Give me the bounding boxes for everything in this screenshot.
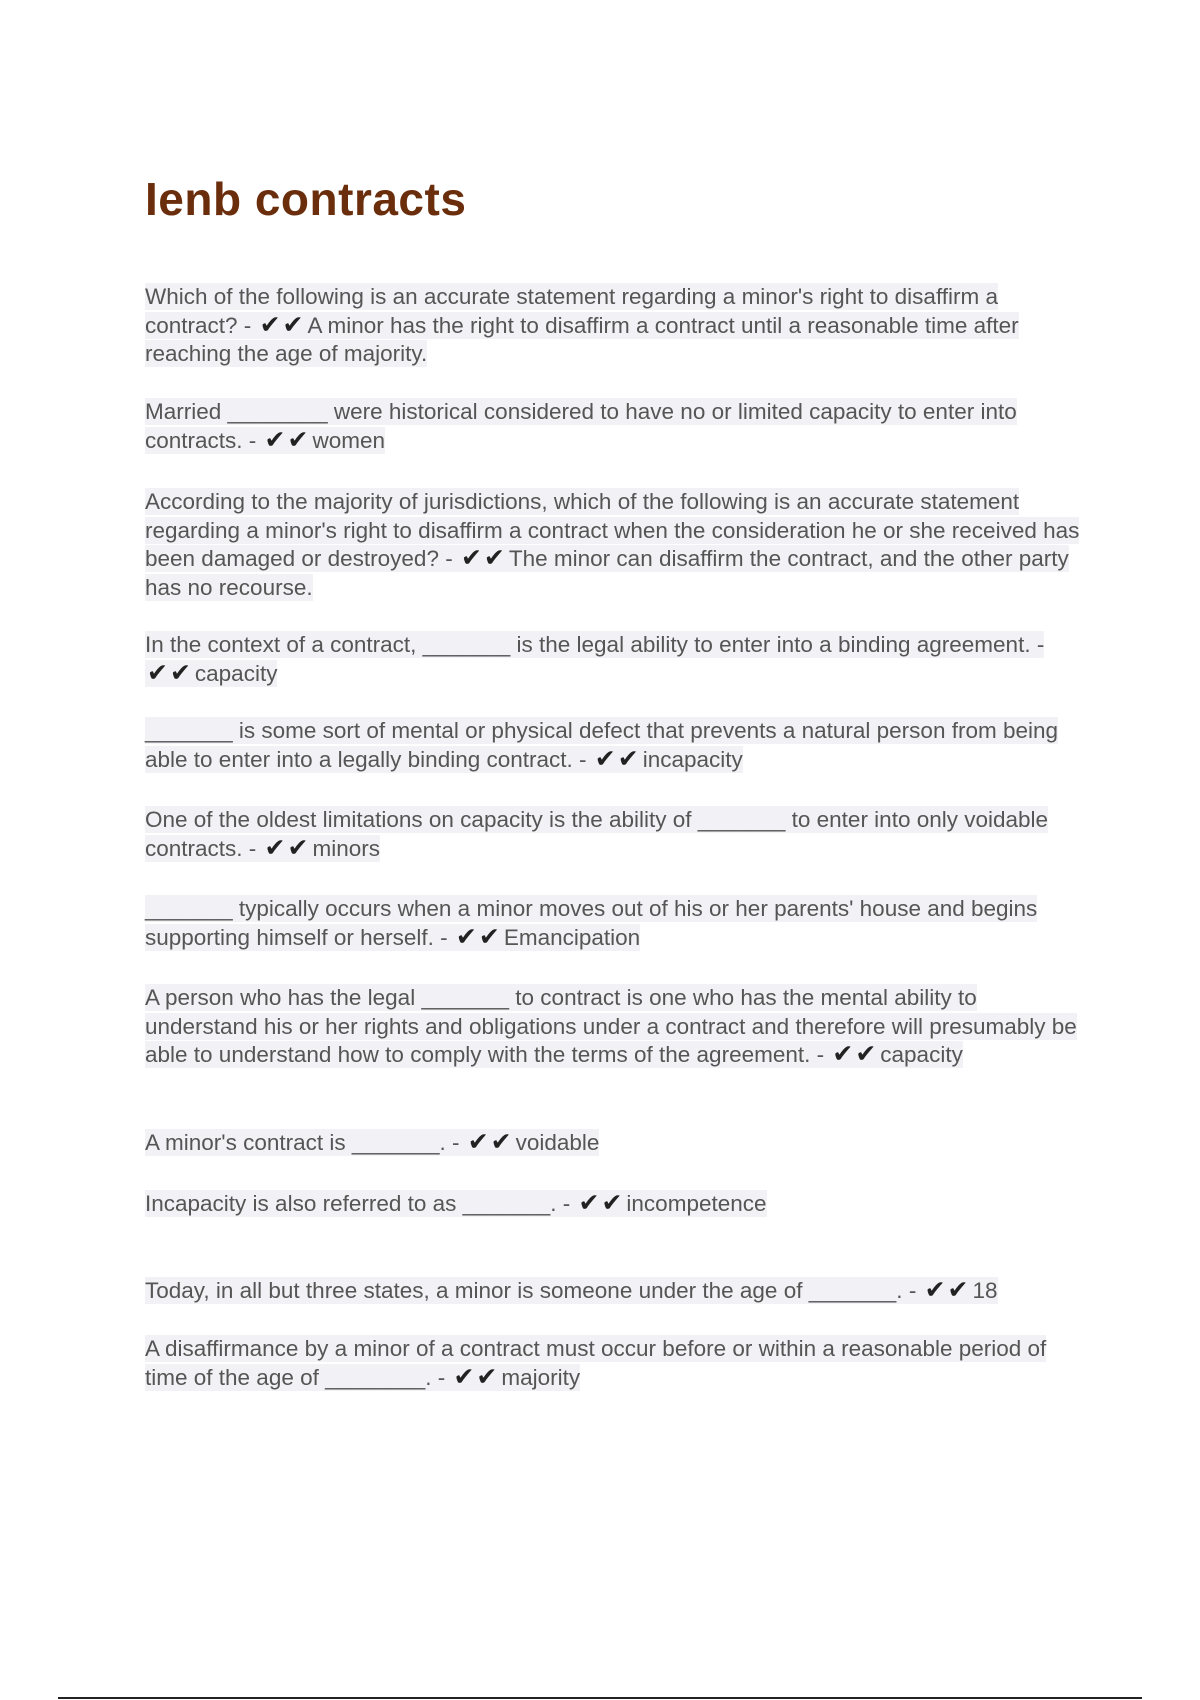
question-text: Which of the following is an accurate statement regarding a minor's right to disaffirm a contract? - — [145, 284, 999, 338]
question-text: A minor's contract is _______. - — [145, 1130, 460, 1155]
double-checkmark-icon: ✔✔ — [832, 1040, 879, 1068]
double-checkmark-icon: ✔✔ — [453, 1362, 500, 1391]
qa-item-5 — [145, 717, 1090, 774]
question-text: Incapacity is also referred to as _______. - — [145, 1191, 571, 1216]
qa-item-2 — [145, 398, 1090, 455]
question-text: One of the oldest limitations on capacity is the ability of _______ to enter into only voidable contracts. - — [145, 807, 1049, 861]
answer-text: voidable — [515, 1130, 600, 1155]
qa-item-1 — [145, 283, 1090, 369]
qa-item-6 — [145, 806, 1090, 863]
qa-item-12 — [145, 1335, 1090, 1392]
answer-text: incapacity — [642, 746, 743, 772]
answer-text: 18 — [972, 1278, 998, 1303]
answer-text: A minor has the right to disaffirm a contract until a reasonable time after reaching the age of majority. — [145, 312, 1019, 366]
double-checkmark-icon: ✔✔ — [147, 658, 193, 687]
question-text: A person who has the legal _______ to contract is one who has the mental ability to understand his or her rights and obligations under a contract and therefore will presumably be able to understand how to comply with the terms of the agreement. - — [145, 985, 1077, 1067]
qa-item-8 — [145, 984, 1090, 1070]
question-text: _______ typically occurs when a minor moves out of his or her parents' house and begins supporting himself or herself. - — [145, 896, 1038, 950]
double-checkmark-icon: ✔✔ — [594, 744, 641, 773]
double-checkmark-icon: ✔✔ — [578, 1189, 625, 1217]
double-checkmark-icon: ✔✔ — [259, 310, 306, 339]
double-checkmark-icon: ✔✔ — [264, 833, 311, 862]
double-checkmark-icon: ✔✔ — [264, 425, 311, 454]
question-text: _______ is some sort of mental or physical defect that prevents a natural person from being able to enter into a legally binding contract. - — [145, 718, 1059, 772]
qa-item-3 — [145, 488, 1090, 602]
double-checkmark-icon: ✔✔ — [455, 922, 502, 951]
question-text: A disaffirmance by a minor of a contract must occur before or within a reasonable period of time of the age of ________. - — [145, 1336, 1047, 1390]
question-text: According to the majority of jurisdictions, which of the following is an accurate statement regarding a minor's right to disaffirm a contract when the consideration he or she received has been damaged or destroyed? - — [145, 489, 1080, 571]
qa-item-10 — [145, 1190, 1090, 1219]
question-text: Today, in all but three states, a minor is someone under the age of _______. - — [145, 1278, 917, 1303]
qa-item-7 — [145, 895, 1090, 952]
double-checkmark-icon: ✔✔ — [460, 544, 507, 572]
qa-item-11 — [145, 1277, 1090, 1306]
answer-text: capacity — [880, 1042, 963, 1067]
answer-text: majority — [501, 1364, 581, 1390]
answer-text: incompetence — [626, 1191, 767, 1216]
answer-text: Emancipation — [503, 924, 641, 950]
qa-item-9 — [145, 1129, 1090, 1158]
answer-text: capacity — [194, 660, 278, 686]
qa-item-4 — [145, 631, 1090, 688]
double-checkmark-icon: ✔✔ — [467, 1128, 514, 1156]
document-title: Ienb contracts — [145, 173, 467, 225]
answer-text: The minor can disaffirm the contract, and the other party has no recourse. — [145, 546, 1069, 600]
question-text: Married ________ were historical considered to have no or limited capacity to enter into contracts. - — [145, 399, 1017, 453]
answer-text: minors — [312, 835, 380, 861]
answer-text: women — [312, 427, 385, 453]
footer-divider — [58, 1697, 1142, 1699]
question-text: In the context of a contract, _______ is the legal ability to enter into a binding agreement. - — [145, 632, 1045, 657]
double-checkmark-icon: ✔✔ — [924, 1276, 971, 1304]
